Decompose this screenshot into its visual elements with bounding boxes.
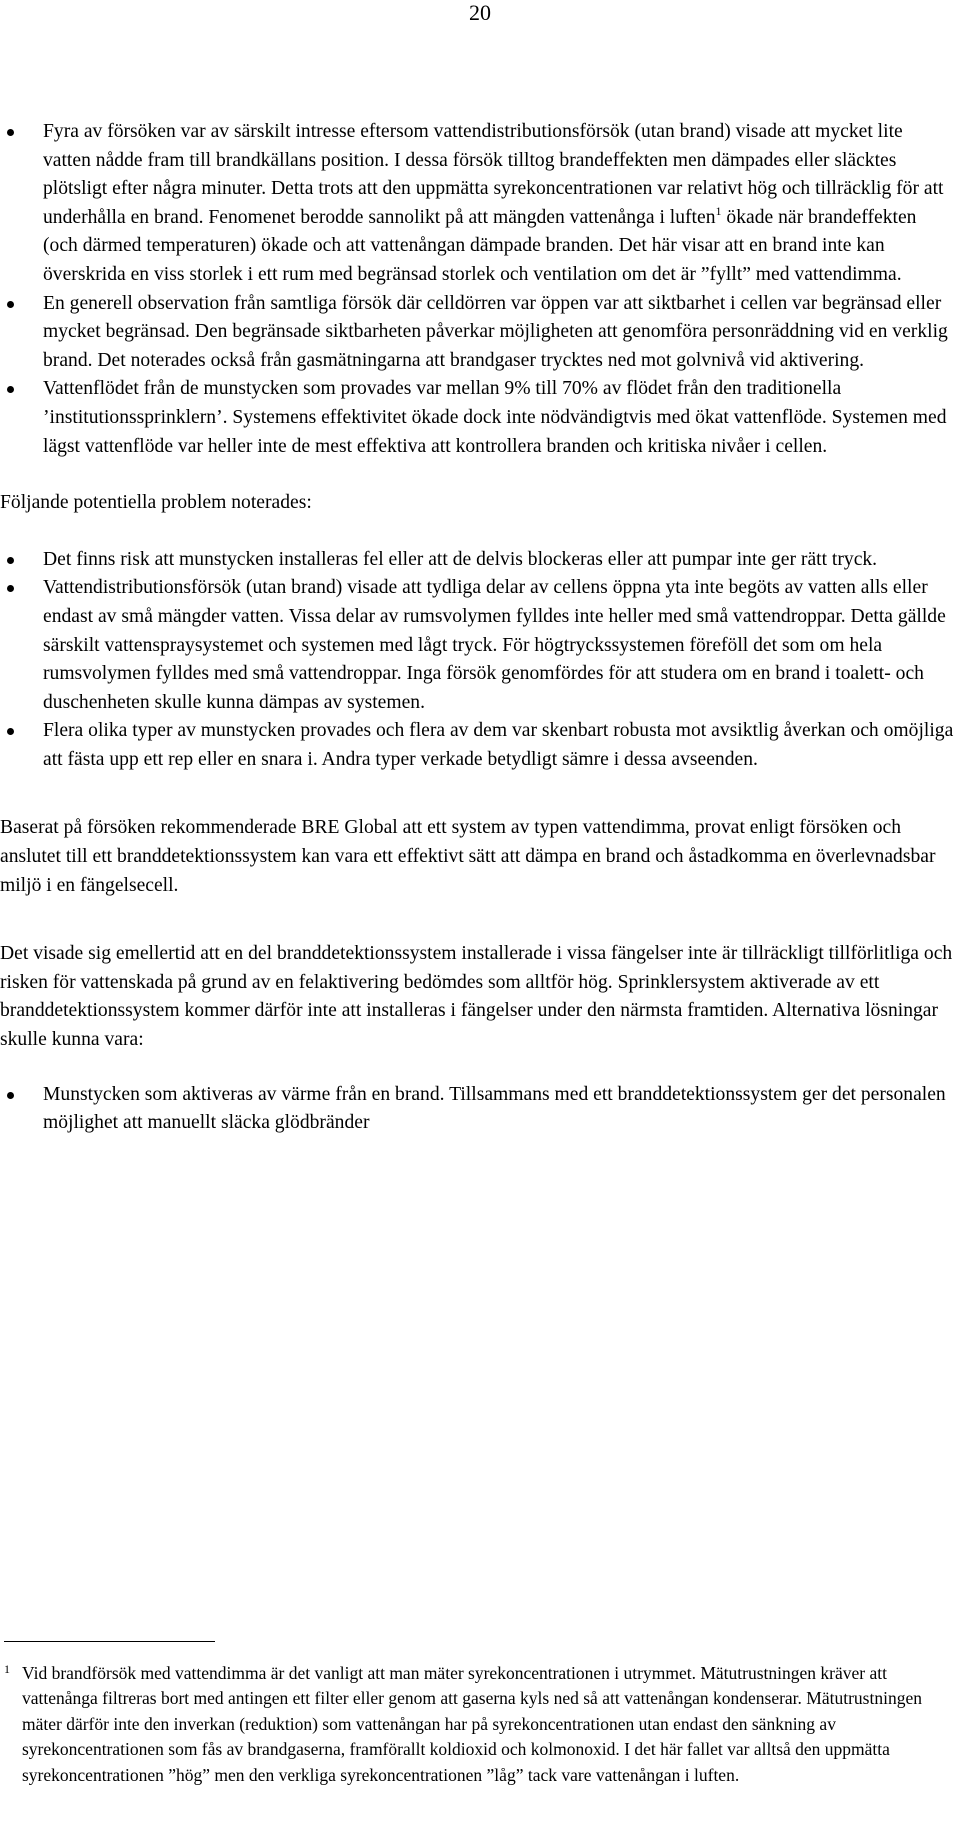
detection-paragraph: Det visade sig emellertid att en del branddetektionssystem installerade i vissa fängelser inte är tillräckligt tillförlitliga och risken för vattenskada på grund av en felaktivering bedömdes som alltför hög. Sprinklersystem aktiverade av ett branddetektionssystem kommer därför inte att installeras i fängelser under den närmsta framtiden. Alternativa lösningar skulle kunna vara:: [0, 943, 953, 1051]
findings-list: [0, 118, 960, 461]
recommendation-paragraph: Baserat på försöken rekommenderade BRE Global att ett system av typen vattendimma, provat enligt försöken och anslutet till ett branddetektionssystem kan vara ett effektivt sätt att dämpa en brand och åstadkomma en överlevnadsbar miljö i en fängelsecell.: [0, 817, 936, 896]
page-number: 20: [469, 0, 491, 25]
main-content: [0, 118, 960, 1138]
problems-list: [0, 546, 960, 775]
alternatives-list: [0, 1081, 960, 1138]
list-item: Det finns risk att munstycken installeras fel eller att de delvis blockeras eller att pumpar inte ger rätt tryck.: [0, 546, 960, 575]
list-item: Munstycken som aktiveras av värme från en brand. Tillsammans med ett branddetektionssystem ger det personalen möjlighet att manuellt släcka glödbränder: [0, 1081, 960, 1138]
footnote-divider: [4, 1641, 215, 1642]
problems-heading: Följande potentiella problem noterades:: [0, 492, 312, 514]
footnote-text: Vid brandförsök med vattendimma är det vanligt att man mäter syrekoncentrationen i utrymmet. Mätutrustningen kräver att vattenånga filtreras bort med antingen ett filter eller genom att gaserna kyls ned så att vattenångan kondenserar. Mätutrustningen mäter därför inte den inverkan (reduktion) som vattenångan har på syrekoncentrationen utan endast den sänkning av syrekoncentrationen som fås av brandgaserna, framförallt koldioxid och kolmonoxid. I det här fallet var alltså den uppmätta syrekoncentrationen ”hög” men den verkliga syrekoncentrationen ”låg” tack vare vattenångan i luften.: [22, 1663, 922, 1785]
footnote: [0, 1661, 960, 1788]
bullet-text: Fyra av försöken var av särskilt intresse eftersom vattendistributionsförsök (utan brand) visade att mycket lite vatten nådde fram till brandkällans position. I dessa försök tilltog brandeffekten men dämpades eller släcktes plötsligt efter några minuter. Detta trots att den uppmätta syrekoncentrationen var relativt hög och tillräcklig för att underhålla en brand. Fenomenet berodde sannolikt på att mängden vattenånga i luften: [43, 121, 944, 228]
list-item: Flera olika typer av munstycken provades och flera av dem var skenbart robusta mot avsiktlig åverkan och omöjliga att fästa upp ett rep eller en snara i. Andra typer verkade betydligt sämre i dessa avseenden.: [0, 717, 960, 774]
footnote-mark: 1: [4, 1662, 10, 1676]
footnote-reference: 1: [715, 203, 722, 218]
list-item: En generell observation från samtliga försök där celldörren var öppen var att siktbarhet i cellen var begränsad eller mycket begränsad. Den begränsade siktbarheten påverkar möjligheten att genomföra personräddning vid en verklig brand. Det noterades också från gasmätningarna att brandgaser trycktes ned mot golvnivå vid aktivering.: [0, 290, 960, 376]
list-item: Vattenflödet från de munstycken som provades var mellan 9% till 70% av flödet från den traditionella ’institutionssprinklern’. Systemens effektivitet ökade dock inte nödvändigtvis med ökat vattenflöde. Systemen med lägst vattenflöde var heller inte de mest effektiva att kontrollera branden och kritiska nivåer i cellen.: [0, 375, 960, 461]
bullet-text: ökade när brandeffekten (och därmed temperaturen) ökade och att vattenångan dämpade branden. Det här visar att en brand inte kan överskrida en viss storlek i ett rum med begränsad storlek och ventilation om det är ”fyllt” med vattendimma.: [43, 206, 917, 285]
list-item: Vattendistributionsförsök (utan brand) visade att tydliga delar av cellens öppna yta inte begöts av vatten alls eller endast av små mängder vatten. Vissa delar av rumsvolymen fylldes inte heller med små vattendroppar. Detta gällde särskilt vattenspraysystemet och systemen med lågt tryck. För högtryckssystemen föreföll det som om hela rumsvolymen fylldes med små vattendroppar. Inga försök genomfördes för att studera om en brand i toalett- och duschenheten skulle kunna dämpas av systemen.: [0, 574, 960, 717]
list-item: [0, 118, 960, 290]
